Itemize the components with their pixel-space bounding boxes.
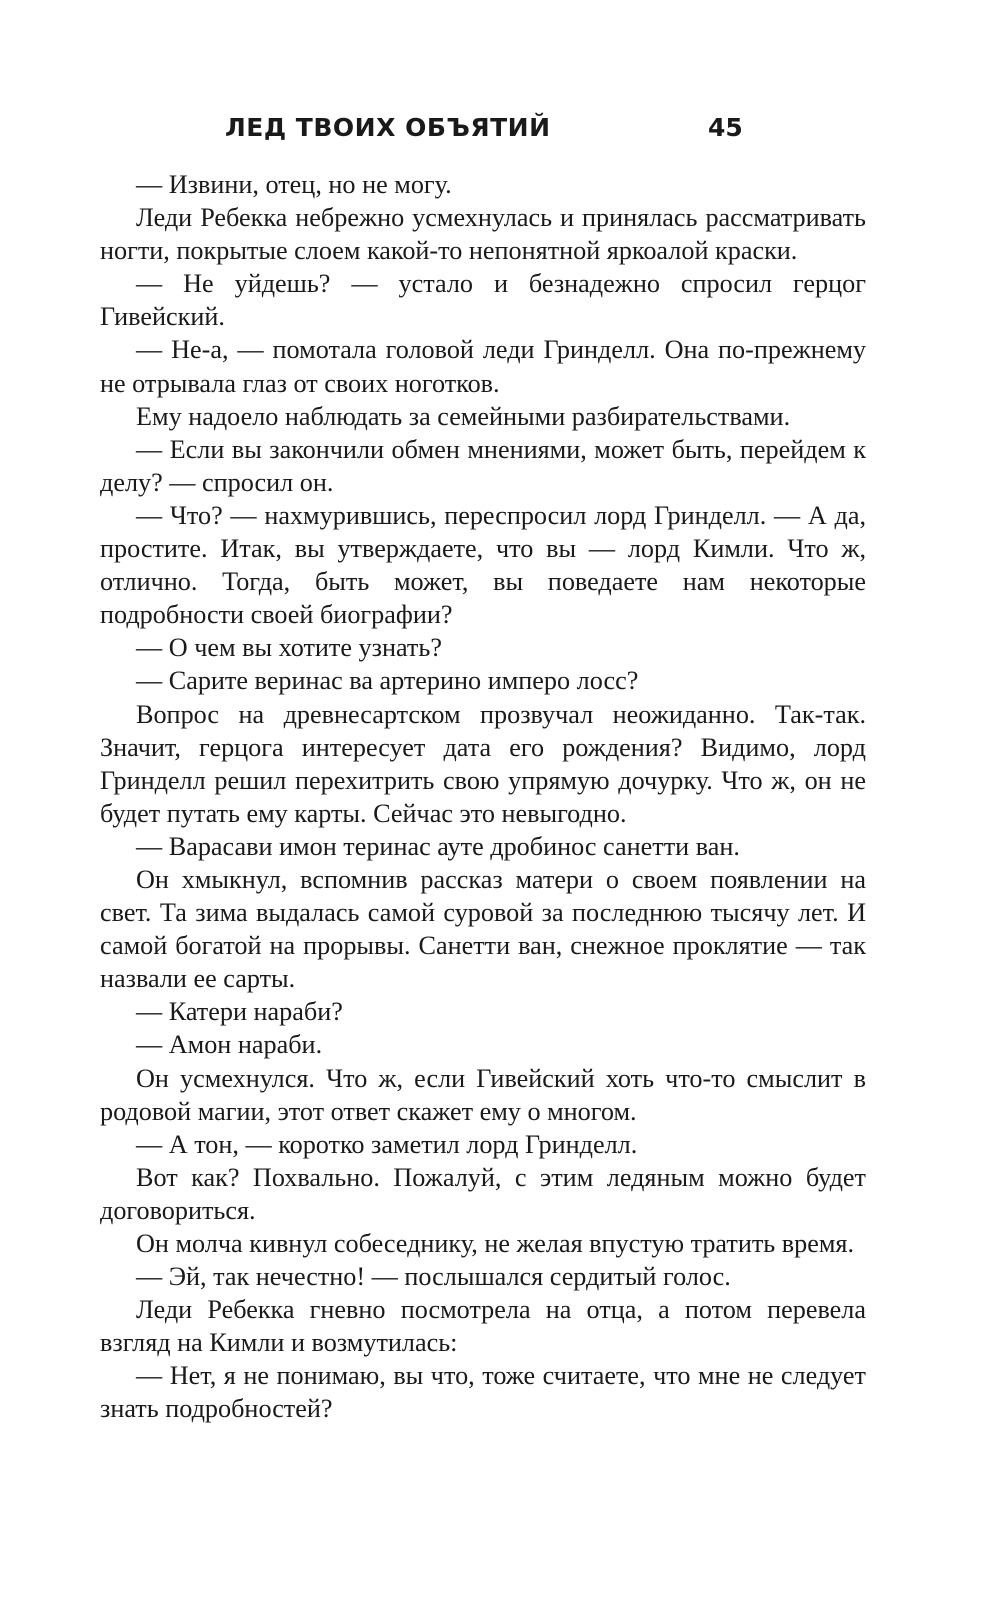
page-number: 45: [708, 113, 743, 142]
running-head: [0, 108, 1000, 148]
paragraph: — Нет, я не понимаю, вы что, тоже считаете, что мне не следует знать подробностей?: [100, 1361, 866, 1424]
paragraph: Леди Ребекка небрежно усмехнулась и принялась рассматривать ногти, покрытые слоем какой-то непонятной яркоалой краски.: [100, 203, 866, 266]
paragraph: — Сарите веринас ва артерино имперо лосс?: [136, 666, 639, 696]
paragraph: Он молча кивнул собеседнику, не желая впустую тратить время.: [136, 1229, 855, 1258]
paragraph: — Что? — нахмурившись, переспросил лорд Гринделл. — А да, простите. Итак, вы утверждаете, что вы — лорд Кимли. Что ж, отлично. Тогда, быть может, вы поведаете нам некоторые подробности своей биографии?: [100, 500, 866, 630]
paragraph: — Если вы закончили обмен мнениями, может быть, перейдем к делу? — спросил он.: [100, 434, 866, 497]
book-title: ЛЕД ТВОИХ ОБЪЯТИЙ: [225, 113, 551, 142]
paragraph: Вопрос на древнесартском прозвучал неожиданно. Так-так. Значит, герцога интересует дата его рождения? Видимо, лорд Гринделл решил перехитрить свою упрямую дочурку. Что ж, он не будет путать ему карты. Сейчас это невыгодно.: [100, 699, 866, 828]
paragraph: — Не уйдешь? — устало и безнадежно спросил герцог Гивейский.: [100, 269, 866, 332]
paragraph: — Эй, так нечестно! — послышался сердитый голос.: [136, 1262, 731, 1292]
paragraph: — А тон, — коротко заметил лорд Гринделл.: [136, 1129, 638, 1159]
paragraph: — О чем вы хотите узнать?: [136, 633, 442, 663]
paragraph: — Варасави имон теринас ауте дробинос санетти ван.: [136, 831, 740, 861]
paragraph: — Катери нараби?: [136, 997, 343, 1027]
paragraph: Ему надоело наблюдать за семейными разбирательствами.: [136, 401, 791, 431]
paragraph: Он усмехнулся. Что ж, если Гивейский хоть что-то смыслит в родовой магии, этот ответ скажет ему о многом.: [100, 1063, 866, 1126]
paragraph: — Извини, отец, но не могу.: [136, 170, 452, 199]
paragraph: — Амон нараби.: [136, 1030, 323, 1060]
paragraph: Леди Ребекка гневно посмотрела на отца, а потом перевела взгляд на Кимли и возмутилась:: [100, 1295, 866, 1358]
paragraph: Вот как? Похвально. Пожалуй, с этим ледяным можно будет договориться.: [100, 1162, 866, 1225]
body-text: [100, 168, 866, 1426]
paragraph: Он хмыкнул, вспомнив рассказ матери о своем появлении на свет. Та зима выдалась самой суровой за последнюю тысячу лет. И самой богатой на прорывы. Санетти ван, снежное проклятие — так назвали ее сарты.: [100, 864, 866, 994]
paragraph: — Не-а, — помотала головой леди Гринделл. Она по-прежнему не отрывала глаз от своих ноготков.: [100, 335, 866, 398]
